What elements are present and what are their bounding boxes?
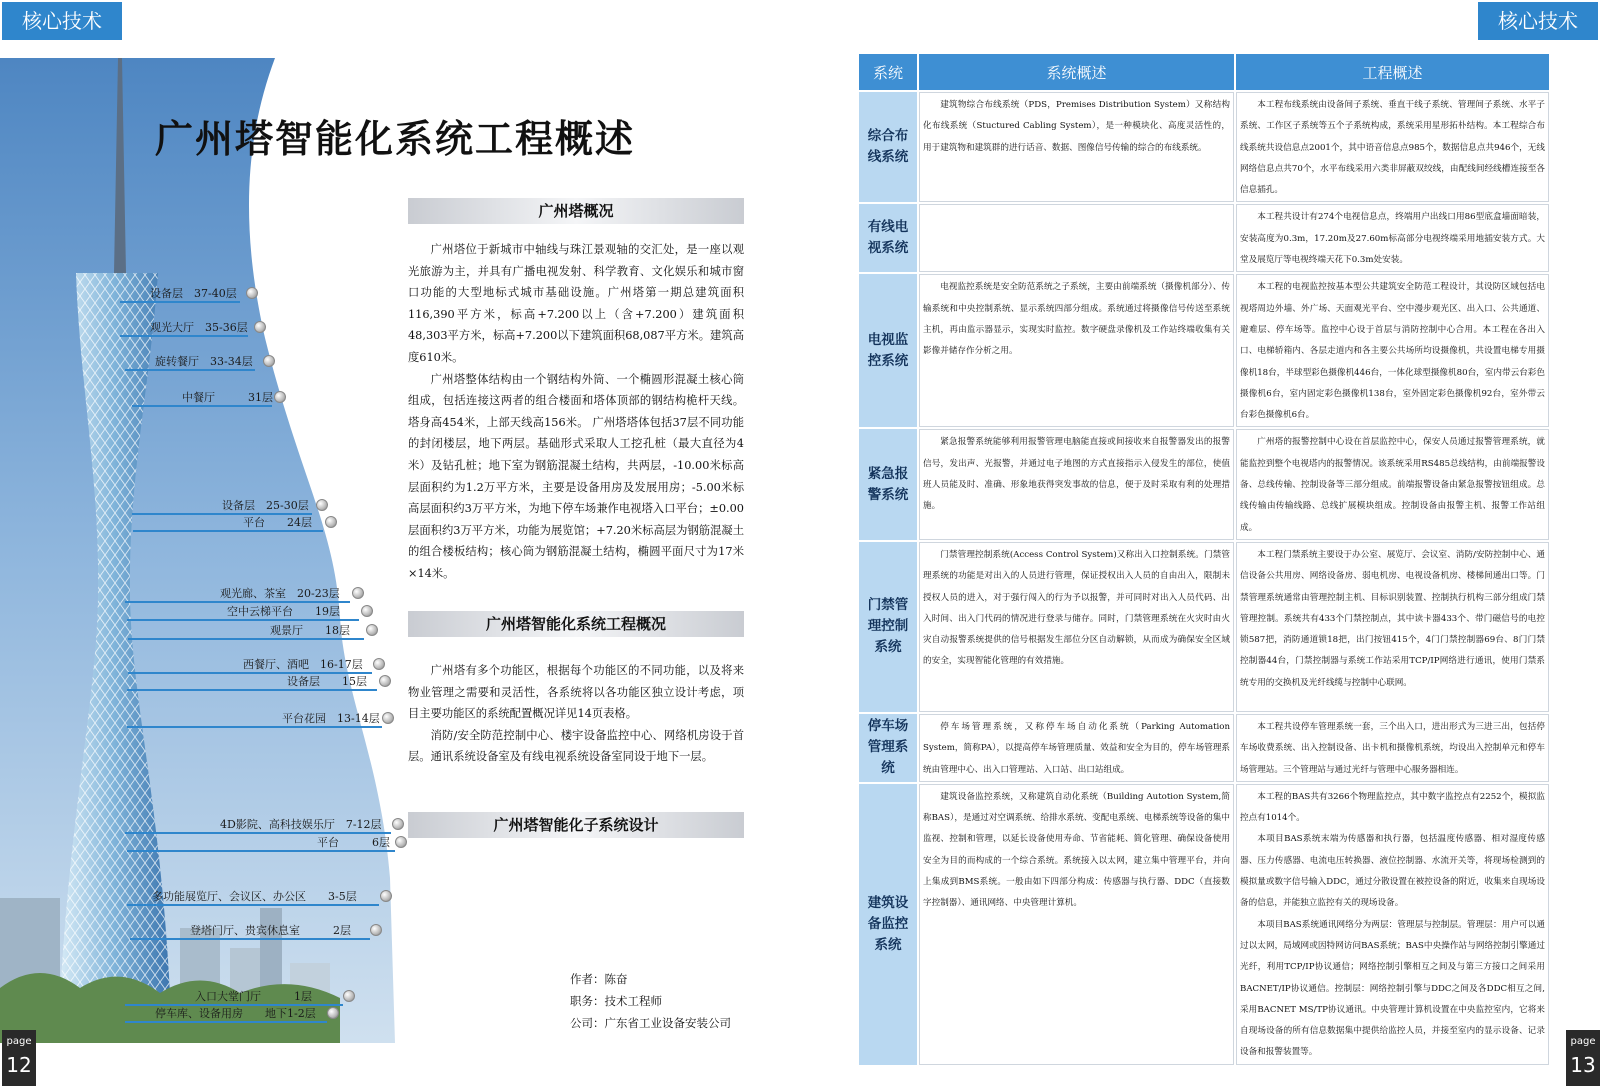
engineering-description: 广州塔的报警控制中心设在首层监控中心，保安人员通过报警管理系统，就能监控到整个电视塔内的报警情况。该系统采用RS485总线结构，由前端报警设备、总线传输、控制设备等三部分组成。前端报警设备由紧急报警按钮组成。总线传输由传输线路、总线扩展模块组成。控制设备由报警主机、报警工作站组成。 bbox=[1236, 429, 1549, 539]
system-name: 综合布线系统 bbox=[859, 92, 917, 202]
section-heading-engineering: 广州塔智能化系统工程概况 bbox=[408, 611, 744, 637]
engineering-description: 本工程的电视监控按基本型公共建筑安全防范工程设计，其设防区域包括电视塔周边外墙、外广场、天面观光平台、空中漫步观光区、出入口、公共通道、避难层、停车场等。监控中心设于首层与消防控制中心合用。本工程在各出入口、电梯轿箱内、各层走道内和各主要公共场所均设摄像机，共设置电梯专用摄像机18台，半球型彩色摄像机446台，一体化球型摄像机80台，室内带云台彩色摄像机6台，室内固定彩色摄像机138台，室外固定彩色摄像机92台，室外带云台彩色摄像机6台。 bbox=[1236, 274, 1549, 427]
floor-label: 多功能展览厅、会议区、办公区 3-5层 bbox=[152, 888, 392, 906]
table-header-row bbox=[859, 54, 1549, 90]
author-company: 公司：广东省工业设备安装公司 bbox=[570, 1016, 731, 1030]
engineering-description: 本工程共设停车管理系统一套，三个出入口，进出形式为三进三出，包括停车场收费系统、出入控制设备、出卡机和摄像机系统，均设出入控制单元和停车场管理站。三个管理站与通过光纤与管理中心服务器相连。 bbox=[1236, 714, 1549, 782]
floor-label: 登塔门厅、贵宾休息室 2层 bbox=[190, 922, 385, 940]
section-heading-subsystem: 广州塔智能化子系统设计 bbox=[408, 812, 744, 838]
floor-label: 入口大堂门厅 1层 bbox=[195, 988, 355, 1006]
floor-label: 设备层 15层 bbox=[287, 673, 392, 691]
author-block bbox=[570, 968, 731, 1034]
table-row bbox=[859, 429, 1549, 539]
system-name: 门禁管理控制系统 bbox=[859, 542, 917, 712]
section-tag-right: 核心技术 bbox=[1478, 2, 1598, 40]
floor-label: 平台 24层 bbox=[243, 514, 338, 532]
engineering-description: 本工程布线系统由设备间子系统、垂直干线子系统、管理间子系统、水平子系统、工作区子系统等五个子系统构成，系统采用星形拓朴结构。本工程综合布线系统共设信息点2001个，其中语音信息点985个，数据信息点共946个，无线网络信息点共70个，水平布线采用六类非屏蔽双绞线，由配线间经线槽连接至各信息插孔。 bbox=[1236, 92, 1549, 202]
floor-label: 空中云梯平台 19层 bbox=[227, 603, 373, 621]
engineering-description: 本工程的BAS共有3266个物理监控点，其中数字监控点有2252个，模拟监控点有1014个。 本项目BAS系统末端为传感器和执行器，包括温度传感器、相对湿度传感器、压力传感器、电流电压转换器、液位控制器、水流开关等，将现场检测到的模拟量或数字信号输入DDC，通过分散设置在被控设备的附近，收集来自现场设备的信息，并能独立监控有关的现场设备。 本项目BAS系统通讯网络分为两层：管理层与控制层。管理层：用户可以通过以太网，局域网或因特网访问BAS系统；BAS中央操作站与网络控制引擎通过光纤，利用TCP/IP协议通信；网络控制引擎相互之间及与第三方接口之间采用BACNET/IP协议通信。控制层：网络控制引擎与DDC之间及各DDC相互之间,采用BACNET MS/TP协议通讯。中央管理计算机设置在中央监控室内，它将来自现场设备的所有信息数据集中提供给监控人员，并接至室内的显示设备、记录设备和报警装置等。 bbox=[1236, 784, 1549, 1065]
section-tag-left: 核心技术 bbox=[2, 2, 122, 40]
system-name: 紧急报警系统 bbox=[859, 429, 917, 539]
table-row bbox=[859, 204, 1549, 272]
floor-label: 平台 6层 bbox=[317, 834, 409, 852]
system-description: 停车场管理系统，又称停车场自动化系统（Parking Automation System，简称PA），以提高停车场管理质量、效益和安全为目的，停车场管理系统由管理中心、出入口管理站、入口站、出口站组成。 bbox=[919, 714, 1234, 782]
paragraph: 广州塔有多个功能区，根据每个功能区的不同功能，以及将来物业管理之需要和灵活性，各系统将以各功能区独立设计考虑，项目主要功能区的系统配置概况详见14页表格。 bbox=[408, 664, 744, 721]
author-name: 作者：陈奋 bbox=[570, 972, 628, 986]
table-row bbox=[859, 714, 1549, 782]
engineering-description: 本工程共设计有274个电视信息点，终端用户出线口用86型底盒墙面暗装，安装高度为0.3m，17.20m及27.60m标高部分电视终端采用地插安装方式。大堂及展览厅等电视终端天花下0.3m处安装。 bbox=[1236, 204, 1549, 272]
floor-label: 设备层 25-30层 bbox=[222, 497, 330, 515]
table-row bbox=[859, 92, 1549, 202]
page-title: 广州塔智能化系统工程概述 bbox=[155, 117, 636, 161]
column-header: 系统概述 bbox=[919, 54, 1234, 90]
floor-label: 观景厅 18层 bbox=[270, 622, 380, 640]
engineering-text bbox=[408, 660, 744, 768]
engineering-description: 本工程门禁系统主要设于办公室、展览厅、会议室、消防/安防控制中心、通信设备公共用房、网络设备房、弱电机房、电视设备机房、楼梯间通出口等。门禁管理系统通常由管理控制主机、目标识别装置、控制执行机构三部分组成门禁管理控制。系统共有433个门禁控制点，其中读卡器433个、带门磁信号的电控锁587把，消防通道锁18把，出门按钮415个，4门门禁控制器69台、8门门禁控制器44台，门禁控制器与系统工作站采用TCP/IP网络进行通讯，使用门禁系统专用的交换机及光纤线缆与控制中心联网。 bbox=[1236, 542, 1549, 712]
floor-label: 停车库、设备用房 地下1-2层 bbox=[155, 1005, 340, 1023]
system-description: 紧急报警系统能够利用报警管理电脑能直接或间接收来自报警器发出的报警信号，发出声、光报警，并通过电子地图的方式直接指示入侵发生的部位，使值班人员能及时、准确、形象地获得突发事故的信息，便于及时采取有利的处理措施。 bbox=[919, 429, 1234, 539]
floor-label: 中餐厅 31层 bbox=[182, 389, 287, 407]
table-row bbox=[859, 784, 1549, 1065]
table-row bbox=[859, 274, 1549, 427]
section-heading-overview: 广州塔概况 bbox=[408, 198, 744, 224]
system-description: 电视监控系统是安全防范系统之子系统，主要由前端系统（摄像机部分）、传输系统和中央控制系统、显示系统四部分组成。系统通过将摄像信号传送至系统主机，再由监示器显示，实现实时监控。数字硬盘录像机及工作站终端收集有关影像并储存作分析之用。 bbox=[919, 274, 1234, 427]
overview-text bbox=[408, 239, 744, 585]
system-description: 门禁管理控制系统(Access Control System)又称出入口控制系统。门禁管理系统的功能是对出入的人员进行管理，保证授权出入人员的自由出入，限制未授权人员的进入，对于强行闯入的行为予以报警，并可同时对出入人员代码、出入时间、出入门代码的情况进行登录与储存。同时，门禁管理系统在火灾时由火灾自动报警系统提供的信号根据发生部位分区自动解锁，从而成为确保安全区域的安全，实现智能化管理的有效措施。 bbox=[919, 542, 1234, 712]
floor-label: 观光廊、茶室 20-23层 bbox=[220, 585, 370, 603]
table-row bbox=[859, 542, 1549, 712]
column-header: 工程概述 bbox=[1236, 54, 1549, 90]
floor-label: 西餐厅、酒吧 16-17层 bbox=[243, 656, 388, 674]
floor-label: 设备层 37-40层 bbox=[150, 285, 260, 303]
system-table bbox=[857, 52, 1551, 1067]
system-description: 建筑物综合布线系统（PDS，Premises Distribution System）又称结构化布线系统（Stuctured Cabling System），是一种模块化、高度灵活性的，用于建筑物和建筑群的进行话音、数据、图像信号传输的综合的布线系统。 bbox=[919, 92, 1234, 202]
page-number-right: page 13 bbox=[1566, 1030, 1600, 1086]
floor-label: 观光大厅 35-36层 bbox=[150, 319, 265, 337]
system-description: 建筑设备监控系统，又称建筑自动化系统（Building Autotion System,简称BAS），是通过对空调系统、给排水系统、变配电系统、电梯系统等设备的集中监视、控制和管理，以延长设备使用寿命、节省能耗、简化管理、确保设备使用安全为目的而构成的一个综合系统。系统接入以太网，建立集中管理平台，并向上集成到BMS系统。一般由如下四部分构成：传感器与执行器、DDC（直接数字控制器）、通讯网络、中央管理计算机。 bbox=[919, 784, 1234, 1065]
floor-label: 4D影院、高科技娱乐厅 7-12层 bbox=[220, 816, 405, 834]
system-name: 有线电视系统 bbox=[859, 204, 917, 272]
floor-label: 平台花园 13-14层 bbox=[282, 710, 395, 728]
system-name: 停车场管理系统 bbox=[859, 714, 917, 782]
system-description bbox=[919, 204, 1234, 272]
floor-label: 旋转餐厅 33-34层 bbox=[155, 353, 275, 371]
author-title: 职务：技术工程师 bbox=[570, 994, 662, 1008]
paragraph: 广州塔位于新城市中轴线与珠江景观轴的交汇处，是一座以观光旅游为主，并具有广播电视发射、科学教育、文化娱乐和城市窗口功能的大型地标式城市基础设施。广州塔第一期总建筑面积116,390平方米，标高+7.200以上（含+7.200）建筑面积48,303平方米，标高+7.200以下建筑面积68,087平方米。建筑高度610米。 bbox=[408, 243, 744, 364]
column-header: 系统 bbox=[859, 54, 917, 90]
system-name: 电视监控系统 bbox=[859, 274, 917, 427]
system-name: 建筑设备监控系统 bbox=[859, 784, 917, 1065]
page-number-left: page 12 bbox=[2, 1030, 36, 1086]
paragraph: 消防/安全防范控制中心、楼宇设备监控中心、网络机房设于首层。通讯系统设备室及有线电视系统设备室同设于地下一层。 bbox=[408, 728, 744, 764]
paragraph: 广州塔整体结构由一个钢结构外筒、一个椭圆形混凝土核心筒组成，包括连接这两者的组合楼面和塔体顶部的钢结构桅杆天线。塔身高454米，上部天线高156米。 广州塔塔体包括37层不同功能的封闭楼层，地下两层。基础形式采取人工挖孔桩（最大直径为4米）及钻孔桩；地下室为钢筋混凝土结构，共两层，-10.00米标高层面积约为1.2万平方米，主要是设备用房及发展用房；-5.00米标高层面积约3万平方米，为地下停车场兼作电视塔入口平台；±0.00层面积约3万平方米，功能为展览馆；+7.20米标高层为钢筋混凝土的组合楼板结构；核心筒为钢筋混凝土结构，椭圆平面尺寸为17米×14米。 bbox=[408, 372, 744, 580]
